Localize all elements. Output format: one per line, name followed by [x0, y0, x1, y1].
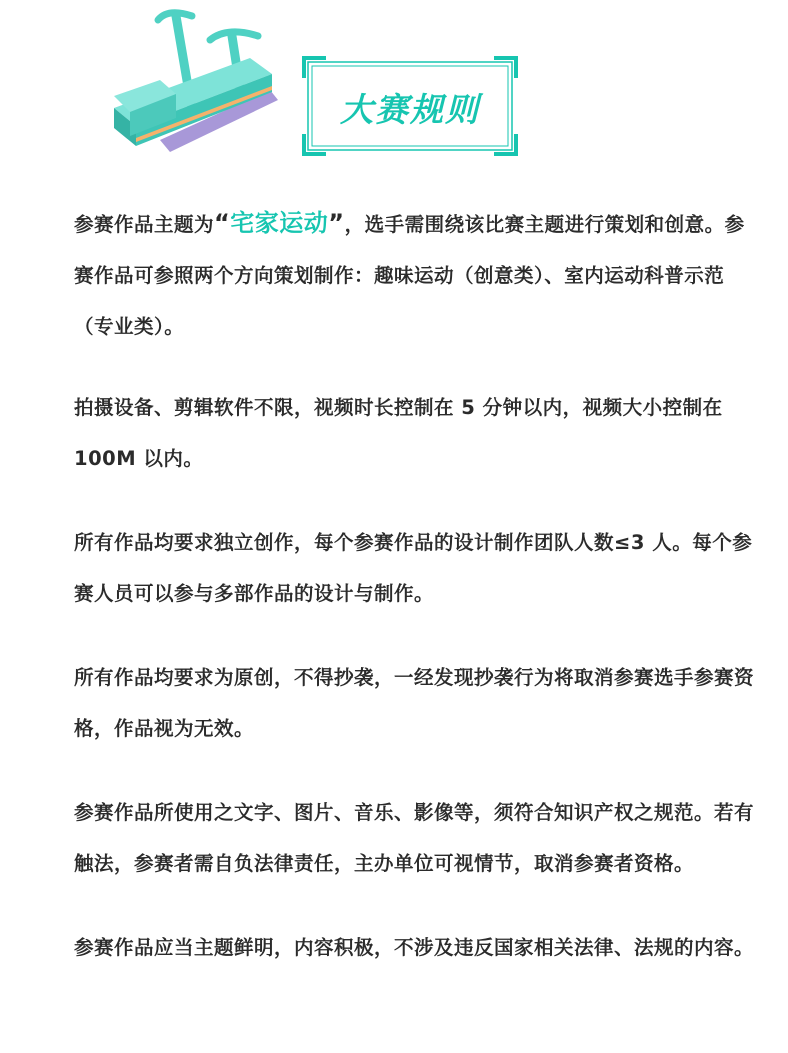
rule-paragraph-copyright: 参赛作品所使用之文字、图片、音乐、影像等，须符合知识产权之规范。若有触法，参赛者需自负法律责任，主办单位可视情节，取消参赛者资格。	[74, 801, 755, 875]
rules-content	[74, 198, 764, 1006]
rule-paragraph-originality: 所有作品均要求为原创，不得抄袭，一经发现抄袭行为将取消参赛选手参赛资格，作品视为无效。	[74, 666, 755, 740]
header-banner	[0, 0, 788, 180]
open-quote: “	[214, 209, 231, 237]
theme-highlight: 宅家运动	[230, 209, 329, 237]
treadmill-icon	[100, 0, 300, 170]
title-frame	[302, 56, 518, 156]
rule-paragraph-equipment: 拍摄设备、剪辑软件不限，视频时长控制在 5 分钟以内，视频大小控制在 100M 以内。	[74, 396, 723, 470]
rule-paragraph-theme	[74, 198, 764, 352]
rule-paragraph-team: 所有作品均要求独立创作，每个参赛作品的设计制作团队人数≤3 人。每个参赛人员可以参与多部作品的设计与制作。	[74, 531, 753, 605]
close-quote: ”	[328, 209, 345, 237]
rule-paragraph-content: 参赛作品应当主题鲜明，内容积极，不涉及违反国家相关法律、法规的内容。	[74, 936, 755, 959]
rule-text: ，选手需围绕该比赛主题进行策划和创意。参赛作品可参照两个方向策划制作：趣味运动（创意类）、室内运动科普示范（专业类）。	[74, 213, 745, 338]
page-title: 大赛规则	[340, 90, 480, 129]
rule-text: 参赛作品主题为	[74, 213, 215, 236]
